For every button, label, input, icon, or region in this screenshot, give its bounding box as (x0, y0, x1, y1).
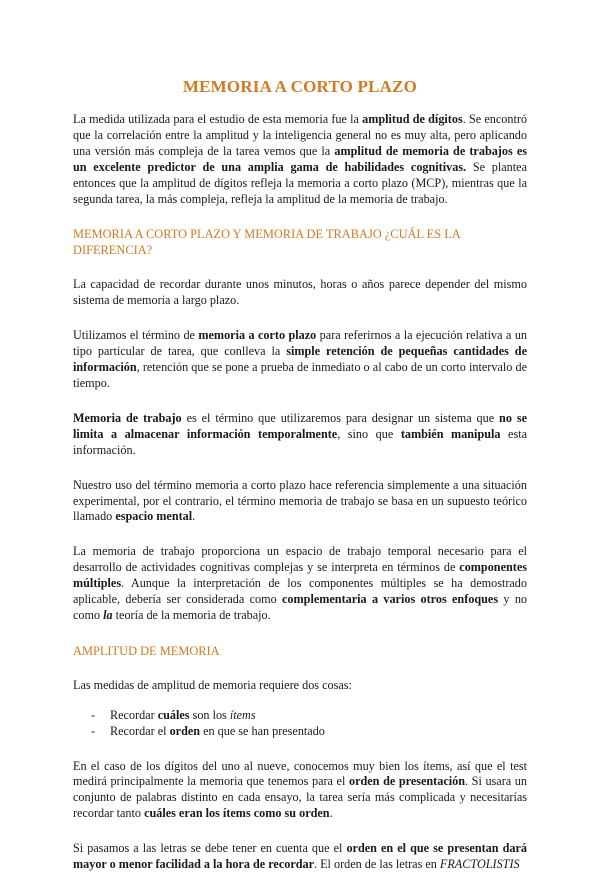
paragraph-components (73, 544, 527, 624)
bold-run: amplitud de dígitos (362, 112, 463, 126)
bold-run: simple retención de pequeñas cantidades de información (73, 344, 527, 375)
bold-run: memoria a corto plazo (198, 328, 317, 343)
page-title: MEMORIA A CORTO PLAZO (182, 77, 418, 96)
italic-run: la (103, 607, 113, 622)
text-run: , retención que se pone a prueba de inmediato o al cabo de un corto intervalo de tiempo. (73, 360, 527, 390)
text-run: En el caso de los dígitos del uno al nueve, conocemos muy bien los ítems, así que el test medirá principalmente la memoria que tenemos para el (73, 758, 527, 789)
paragraph-working-memory (73, 411, 527, 459)
bold-run: cuáles eran los ítems como su orden (144, 806, 330, 821)
bold-run: espacio mental (115, 509, 193, 524)
text-run: es el término que utilizaremos para designar un sistema que (181, 410, 500, 425)
list-item (73, 708, 527, 724)
text-run: . (329, 806, 333, 821)
intro-paragraph (73, 112, 527, 207)
text-run: La memoria de trabajo proporciona un espacio de trabajo temporal necesario para el desarrollo de actividades cognitivas complejas y se interpreta en términos de (73, 544, 527, 575)
bold-run: complementaria a varios otros enfoques (282, 592, 499, 607)
requirements-list (73, 708, 527, 740)
dash-bullet: - (91, 707, 96, 722)
text-run: Si pasamos a las letras se debe tener en cuenta que el (73, 841, 347, 856)
bold-run: cuáles (157, 707, 190, 722)
text-run: Recordar el (110, 723, 170, 738)
text-run: . (192, 509, 196, 524)
text-run: Se plantea entonces que la amplitud de dígitos refleja la memoria a corto plazo (MCP), mientras que la segunda tarea, la más compleja, refleja la amplitud de la memoria de trabajo. (73, 159, 527, 206)
paragraph-span-intro: Las medidas de amplitud de memoria requiere dos cosas: (73, 677, 352, 692)
text-run: . Se encontró que la correlación entre la amplitud y la inteligencia general no es muy alta, pero aplicando una versión más compleja de la tarea vemos que la (73, 112, 528, 158)
text-run: y no como (73, 592, 528, 622)
text-run: Nuestro uso del término memoria a corto plazo hace referencia simplemente a una situación experimental, por el contrario, el término memoria de trabajo se basa en un supuesto teórico llamado (73, 477, 527, 524)
bold-run: no se limita a almacenar información temporalmente (73, 410, 527, 441)
paragraph-mental-space (73, 478, 527, 526)
bold-run: orden de presentación (348, 774, 466, 789)
text-run: La medida utilizada para el estudio de esta memoria fue la (73, 112, 363, 126)
text-run: son los (189, 707, 230, 722)
text-run: en que se han presentado (200, 723, 325, 738)
text-run: . Aunque la interpretación de los componentes múltiples se ha demostrado aplicable, debería ser considerada como (73, 576, 527, 607)
bold-run: orden (169, 723, 201, 738)
text-run: teoría de la memoria de trabajo. (112, 607, 271, 622)
bold-run: también manipula (400, 426, 501, 441)
text-run: para referirnos a la ejecución relativa a un tipo particular de tarea, que conlleva la (73, 328, 528, 359)
list-item (73, 724, 527, 740)
text-run: . El orden de las letras en (314, 857, 440, 872)
text-run: Utilizamos el término de (73, 328, 199, 343)
section-heading-span: AMPLITUD DE MEMORIA (73, 643, 220, 658)
text-run: Recordar (110, 707, 158, 722)
bold-run: orden en el que se presentan dará mayor o menor facilidad a la hora de recordar (73, 841, 527, 872)
text-run: , sino que (337, 426, 401, 441)
italic-run: ítems (229, 707, 256, 722)
bold-run: componentes múltiples (73, 560, 527, 591)
paragraph-capacity: La capacidad de recordar durante unos minutos, horas o años parece depender del mismo sistema de memoria a largo plazo. (73, 277, 527, 308)
text-run: . Si usara un conjunto de palabras distinto en cada ensayo, la tarea sería más complicada y necesitarías recordar tanto (73, 774, 527, 821)
italic-run: FRACTOLISTIS (439, 857, 520, 872)
bold-run: amplitud de memoria de trabajos es un excelente predictor de una amplia gama de habilidades cognitivas. (73, 143, 527, 174)
paragraph-letters (73, 841, 527, 873)
bold-run: Memoria de trabajo (73, 410, 182, 425)
dash-bullet: - (91, 723, 96, 738)
section-heading-difference: MEMORIA A CORTO PLAZO Y MEMORIA DE TRABAJO ¿CUÁL ES LA DIFERENCIA? (73, 227, 461, 258)
paragraph-digits (73, 759, 527, 823)
text-run: esta información. (73, 426, 527, 457)
document-body (73, 112, 527, 892)
paragraph-short-term-memory (73, 328, 527, 392)
